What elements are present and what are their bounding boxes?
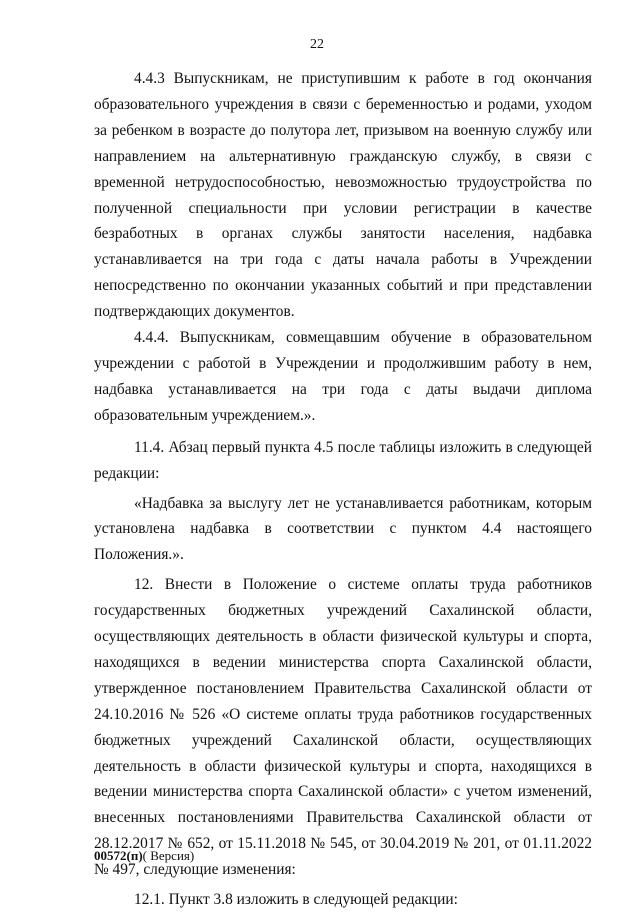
- page-number: 22: [310, 37, 324, 52]
- paragraph-quote: «Надбавка за выслугу лет не устанавливается работникам, которым установлена надбавка в соответствии с пунктом 4.4 настоящего Положения.».: [94, 494, 592, 564]
- paragraph-12: 12. Внести в Положение о системе оплаты труда работников государственных бюджетных учреждений Сахалинской области, осуществляющих деятельность в области физической культуры и спорта, находящихся в ведении министерства спорта Сахалинской области, утвержденное постановлением Правительства Сахалинской области от 24.10.2016 № 526 «О системе оплаты труда работников государственных бюджетных учреждений Сахалинской области, осуществляющих деятельность в области физической культуры и спорта, находящихся в ведении министерства спорта Сахалинской области» с учетом изменений, внесенных постановлениями Правительства Сахалинской области от 28.12.2017 № 652, от 15.11.2018 № 545, от 30.04.2019 № 201, от 01.11.2022 № 497, следующие изменения:: [94, 576, 592, 879]
- paragraph-4-4-4: 4.4.4. Выпускникам, совмещавшим обучение в образовательном учреждении с работой в Учреждении и продолжившим работу в нем, надбавка устанавливается на три года с даты выдачи диплома образовательным учреждением.».: [94, 329, 592, 424]
- paragraph-11-4: 11.4. Абзац первый пункта 4.5 после таблицы изложить в следующей редакции:: [94, 438, 592, 482]
- footer-version: ( Версия): [142, 848, 195, 863]
- paragraph-4-4-3: 4.4.3 Выпускникам, не приступившим к работе в год окончания образовательного учреждения в связи с беременностью и родами, уходом за ребенком в возрасте до полутора лет, призывом на военную службу или направлением на альтернативную гражданскую службу, в связи с временной нетрудоспособностью, невозможностью трудоустройства по полученной специальности при условии регистрации в качестве безработных в органах службы занятости населения, надбавка устанавливается на три года с даты начала работы в Учреждении непосредственно по окончании указанных событий и при представлении подтверждающих документов.: [94, 70, 592, 321]
- document-body: [94, 66, 592, 913]
- paragraph-12-1: 12.1. Пункт 3.8 изложить в следующей редакции:: [134, 891, 458, 909]
- document-footer-code: [94, 848, 194, 864]
- footer-code: 00572(п): [94, 848, 143, 863]
